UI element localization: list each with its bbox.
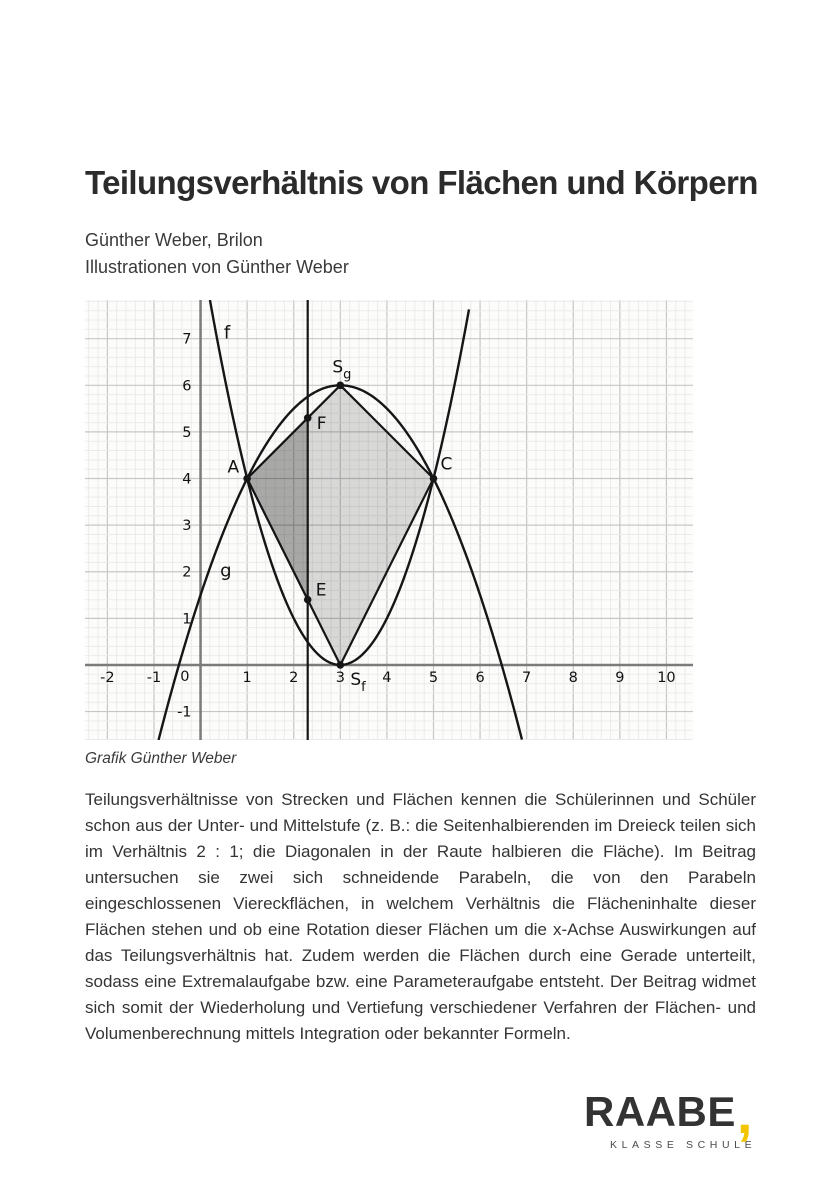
y-tick-label: 6 bbox=[182, 378, 192, 395]
y-tick-label: 4 bbox=[182, 471, 192, 488]
function-graph-svg bbox=[85, 300, 693, 740]
x-tick-label: 8 bbox=[568, 669, 578, 686]
point-dot-A bbox=[243, 475, 251, 483]
y-tick-label: 5 bbox=[182, 424, 192, 441]
y-tick-label: -1 bbox=[177, 704, 192, 721]
x-tick-label: 3 bbox=[335, 669, 345, 686]
y-tick-label: 7 bbox=[182, 331, 192, 348]
body-paragraph: Teilungsverhältnisse von Strecken und Flächen kennen die Schülerinnen und Schüler schon aus der Unter- und Mittelstufe (z. B.: die Seitenhalbierenden im Dreieck teilen sich im Verhältnis 2 : 1; die Diagonalen in der Raute halbieren die Fläche). Im Beitrag untersuchen sie zwei sich schneidende Parabeln, die von den Parabeln eingeschlossenen Viereckflächen, in welchem Verhältnis die Flächeninhalte dieser Flächen stehen und ob eine Rotation dieser Flächen um die x-Achse Auswirkungen auf das Teilungsverhältnis hat. Zudem werden die Flächen durch eine Gerade unterteilt, sodass eine Extremalaufgabe bzw. eine Parameteraufgabe entsteht. Der Beitrag widmet sich somit der Wiederholung und Vertiefung verschiedener Verfahren der Flächen- und Volumenberechnung mittels Integration oder bekannter Formeln. bbox=[85, 790, 756, 1043]
point-label-E: E bbox=[315, 580, 327, 601]
y-tick-label: 1 bbox=[182, 611, 192, 628]
logo-tagline: KLASSE SCHULE bbox=[610, 1139, 757, 1151]
logo-brand-text: RAABE bbox=[584, 1088, 736, 1135]
y-tick-label: 3 bbox=[182, 518, 192, 535]
x-tick-label: 4 bbox=[382, 669, 392, 686]
point-dot-E bbox=[304, 596, 312, 604]
x-tick-label: -2 bbox=[100, 669, 115, 686]
point-label-F: F bbox=[316, 413, 327, 434]
point-dot-Sg bbox=[337, 381, 345, 389]
parabola-figure bbox=[85, 300, 693, 740]
point-dot-Sf bbox=[337, 661, 345, 669]
page-title: Teilungsverhältnis von Flächen und Körpern bbox=[85, 164, 758, 201]
figure-caption: Grafik Günther Weber bbox=[85, 750, 237, 767]
raabe-logo bbox=[584, 1082, 764, 1151]
author-block bbox=[85, 227, 685, 281]
y-tick-label: 2 bbox=[182, 564, 192, 581]
point-label-C: C bbox=[440, 454, 453, 475]
x-tick-label: 7 bbox=[522, 669, 532, 686]
x-tick-label: 1 bbox=[242, 669, 252, 686]
x-tick-label: 2 bbox=[289, 669, 299, 686]
point-dot-F bbox=[304, 414, 312, 422]
x-tick-label: 9 bbox=[615, 669, 625, 686]
curve-label-g: g bbox=[220, 560, 232, 582]
curve-label-f: f bbox=[223, 322, 231, 344]
point-label-Sg: $S_g$ bbox=[332, 357, 352, 383]
x-tick-label: -1 bbox=[146, 669, 162, 686]
point-dot-C bbox=[430, 475, 438, 483]
point-label-Sf: $S_f$ bbox=[350, 669, 366, 695]
logo-brand-row: RAABE, bbox=[584, 1082, 753, 1145]
origin-tick-label: 0 bbox=[180, 668, 190, 685]
x-tick-label: 6 bbox=[475, 669, 485, 686]
author-line: Günther Weber, Brilon bbox=[85, 230, 263, 250]
x-tick-label: 10 bbox=[657, 669, 676, 686]
illustrator-line: Illustrationen von Günther Weber bbox=[85, 257, 349, 277]
x-tick-label: 5 bbox=[428, 669, 439, 686]
point-label-A: A bbox=[227, 457, 240, 478]
